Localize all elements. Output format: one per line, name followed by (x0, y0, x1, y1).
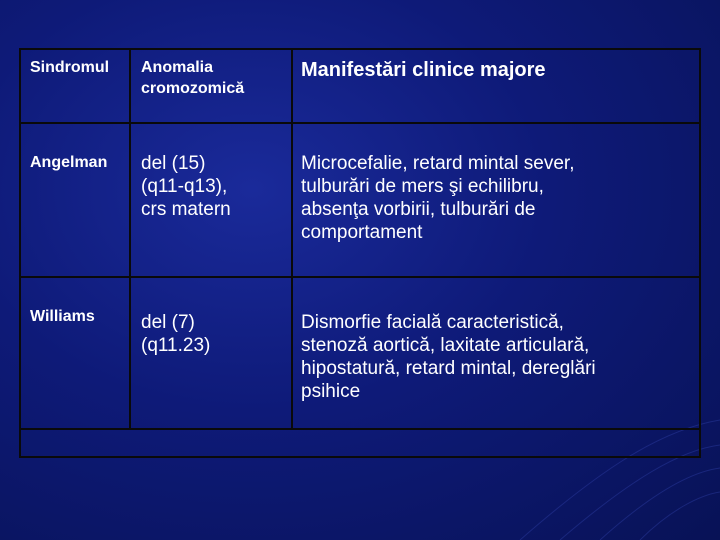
cell-syndrome (20, 123, 130, 277)
header-anomaly-label: Anomalia cromozomică (141, 59, 245, 97)
cell-anomaly (130, 277, 292, 429)
syndrome-name: Williams (30, 308, 95, 325)
empty-cell (20, 429, 700, 457)
header-cell-anomaly (130, 49, 292, 123)
cell-anomaly (130, 123, 292, 277)
table-row (20, 277, 700, 429)
cell-syndrome (20, 277, 130, 429)
syndrome-name: Angelman (30, 154, 108, 171)
header-manifestations-label: Manifestări clinice majore (301, 59, 546, 81)
anomaly-text: del (7) (q11.23) (141, 312, 211, 356)
table-header-row (20, 49, 700, 123)
empty-cell-content (21, 430, 699, 456)
header-cell-manifestations (292, 49, 700, 123)
table-row-empty (20, 429, 700, 457)
cell-manifestations (292, 277, 700, 429)
syndromes-table (19, 48, 701, 458)
header-cell-syndrome (20, 49, 130, 123)
cell-manifestations (292, 123, 700, 277)
manifestations-text: Microcefalie, retard mintal sever, tulburări de mers şi echilibru, absenţa vorbirii, tulburări de comportament (301, 153, 575, 243)
anomaly-text: del (15) (q11-q13), crs matern (141, 153, 231, 220)
table-row (20, 123, 700, 277)
header-syndrome-label: Sindromul (30, 59, 110, 76)
manifestations-text: Dismorfie facială caracteristică, stenoză aortică, laxitate articulară, hipostatură, retard mintal, dereglări psihice (301, 312, 596, 402)
